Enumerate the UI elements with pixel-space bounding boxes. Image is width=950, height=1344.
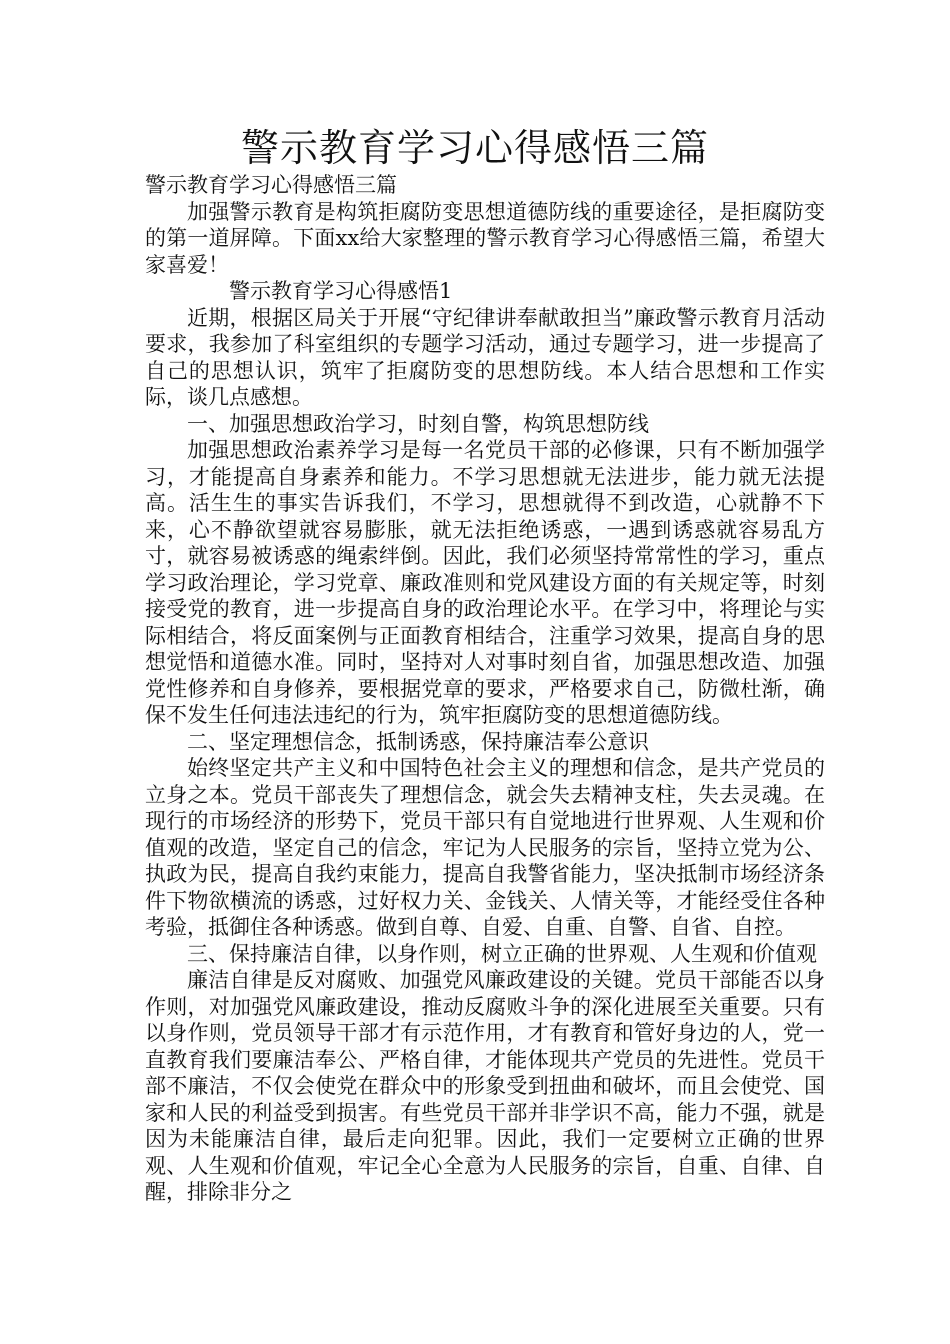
paragraph: 警示教育学习心得感悟三篇 — [145, 173, 397, 197]
paragraph: 加强警示教育是构筑拒腐防变思想道德防线的重要途径，是拒腐防变的第一道屏障。下面xx给大家整理的警示教育学习心得感悟三篇，希望大家喜爱！ — [145, 199, 825, 277]
section-heading: 警示教育学习心得感悟1 — [229, 279, 453, 303]
paragraph: 始终坚定共产主义和中国特色社会主义的理想和信念，是共产党员的立身之本。党员干部丧失了理想信念，就会失去精神支柱，失去灵魂。在现行的市场经济的形势下，党员干部只有自觉地进行世界观、人生观和价值观的改造，坚定自己的信念，牢记为人民服务的宗旨，坚持立党为公、执政为民，提高自我约束能力，提高自我警省能力，坚决抵制市场经济条件下物欲横流的诱惑，过好权力关、金钱关、人情关等，才能经受住各种考验，抵御住各种诱惑。做到自尊、自爱、自重、自警、自省、自控。 — [145, 756, 825, 939]
section-heading: 一、加强思想政治学习，时刻自警，构筑思想防线 — [187, 411, 649, 436]
paragraph: 加强思想政治素养学习是每一名党员干部的必修课，只有不断加强学习，才能提高自身素养和能力。不学习思想就无法进步，能力就无法提高。活生生的事实告诉我们，不学习，思想就得不到改造，心就静不下来，心不静欲望就容易膨胀，就无法拒绝诱惑，一遇到诱惑就容易乱方寸，就容易被诱惑的绳索绊倒。因此，我们必须坚持常常性的学习，重点学习政治理论，学习党章、廉政准则和党风建设方面的有关规定等，时刻接受党的教育，进一步提高自身的政治理论水平。在学习中，将理论与实际相结合，将反面案例与正面教育相结合，注重学习效果，提高自身的思想觉悟和道德水准。同时，坚持对人对事时刻自省，加强思想改造、加强党性修养和自身修养，要根据党章的要求，严格要求自己，防微杜渐，确保不发生任何违法违纪的行为，筑牢拒腐防变的思想道德防线。 — [145, 438, 825, 727]
section-heading: 三、保持廉洁自律，以身作则，树立正确的世界观、人生观和价值观 — [187, 941, 817, 966]
document-title: 警示教育学习心得感悟三篇 — [240, 126, 709, 170]
paragraph: 廉洁自律是反对腐败、加强党风廉政建设的关键。党员干部能否以身作则，对加强党风廉政建设，推动反腐败斗争的深化进展至关重要。只有以身作则，党员领导干部才有示范作用，才有教育和管好身边的人，党一直教育我们要廉洁奉公、严格自律，才能体现共产党员的先进性。党员干部不廉洁，不仅会使党在群众中的形象受到扭曲和破坏，而且会使党、国家和人民的利益受到损害。有些党员干部并非学识不高，能力不强，就是因为未能廉洁自律，最后走向犯罪。因此，我们一定要树立正确的世界观、人生观和价值观，牢记全心全意为人民服务的宗旨，自重、自律、自醒，排除非分之 — [145, 968, 825, 1204]
paragraph: 近期，根据区局关于开展“守纪律讲奉献敢担当”廉政警示教育月活动要求，我参加了科室组织的专题学习活动，通过专题学习，进一步提高了自己的思想认识，筑牢了拒腐防变的思想防线。本人结合思想和工作实际，谈几点感想。 — [145, 305, 825, 409]
section-heading: 二、坚定理想信念，抵制诱惑，保持廉洁奉公意识 — [187, 729, 649, 754]
document-body — [145, 172, 825, 1206]
